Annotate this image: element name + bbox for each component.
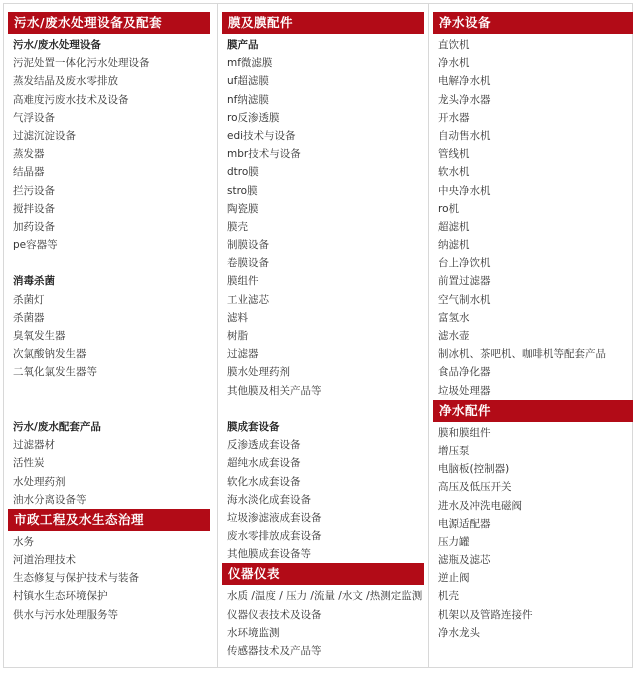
item-list	[222, 587, 424, 660]
subcategory-heading: 消毒杀菌	[13, 275, 55, 288]
list-item: 气浮设备	[13, 111, 55, 124]
catalog-frame	[3, 3, 633, 668]
list-item: 进水及冲洗电磁阀	[438, 499, 522, 512]
subcategory-heading: 污水/废水处理设备	[13, 39, 101, 51]
list-spacer	[13, 382, 210, 400]
list-item: pe容器等	[13, 239, 58, 252]
list-item: 过滤沉淀设备	[13, 129, 76, 142]
list-item: 拦污设备	[13, 184, 55, 197]
list-item: 膜和膜组件	[438, 426, 491, 439]
list-item: 净水机	[438, 57, 470, 70]
list-item: stro膜	[227, 184, 258, 197]
list-item: 台上净饮机	[438, 257, 491, 270]
list-item: 前置过滤器	[438, 275, 491, 288]
list-item: 水务	[13, 535, 34, 548]
list-item: 制膜设备	[227, 239, 269, 252]
list-item: 膜水处理药剂	[227, 366, 290, 379]
list-item: 村镇水生态环境保护	[13, 590, 108, 603]
list-item: 滤瓶及滤芯	[438, 554, 491, 567]
list-item: 垃圾处理器	[438, 384, 491, 397]
list-item: 工业滤芯	[227, 293, 269, 306]
section-header: 膜及膜配件	[222, 12, 424, 34]
section-header: 市政工程及水生态治理	[8, 509, 210, 531]
list-item: 中央净水机	[438, 184, 491, 197]
list-item: 搅拌设备	[13, 202, 55, 215]
list-item: 电解净水机	[438, 75, 491, 88]
item-list	[8, 36, 210, 509]
list-item: 废水零排放成套设备	[227, 530, 322, 543]
subcategory-heading: 污水/废水配套产品	[13, 420, 101, 433]
list-item: 树脂	[227, 330, 248, 342]
list-item: 垃圾渗滤液成套设备	[227, 511, 322, 524]
list-item: 水质 /温度 / 压力 /流量 /水文 /热测定监测	[227, 590, 423, 603]
list-item: 臭氧发生器	[13, 330, 66, 342]
list-item: 传感器技术及产品等	[227, 645, 322, 657]
list-item: 加药设备	[13, 220, 55, 233]
list-item: 超滤机	[438, 220, 470, 233]
list-spacer	[13, 254, 210, 272]
list-item: 蒸发器	[13, 148, 45, 161]
list-item: 生态修复与保护技术与装备	[13, 572, 139, 585]
list-item: edi技术与设备	[227, 129, 296, 142]
list-item: 电源适配器	[438, 517, 491, 530]
list-item: 净水龙头	[438, 626, 480, 639]
list-item: 逆止阀	[438, 572, 470, 585]
list-item: 压力罐	[438, 535, 470, 548]
list-item: 过滤器材	[13, 439, 55, 452]
list-item: 杀菌灯	[13, 293, 45, 306]
list-item: 其他膜及相关产品等	[227, 384, 322, 397]
list-item: 活性炭	[13, 457, 45, 470]
column-2	[217, 4, 424, 667]
item-list	[222, 36, 424, 563]
list-item: mbr技术与设备	[227, 148, 301, 161]
list-item: 二氧化氯发生器等	[13, 366, 97, 379]
list-item: 仪器仪表技术及设备	[227, 608, 322, 621]
list-item: 过滤器	[227, 348, 259, 361]
subcategory-heading: 膜产品	[227, 39, 259, 51]
list-item: ro反渗透膜	[227, 111, 280, 124]
list-item: 软水机	[438, 166, 470, 179]
list-item: 卷膜设备	[227, 257, 269, 270]
column-1	[8, 12, 210, 667]
list-item: 空气制水机	[438, 293, 491, 306]
list-item: 龙头净水器	[438, 93, 491, 106]
list-item: 增压泵	[438, 444, 470, 457]
list-item: 高压及低压开关	[438, 481, 512, 494]
list-item: 蒸发结晶及废水零排放	[13, 75, 118, 88]
list-item: 结晶器	[13, 166, 45, 179]
list-item: dtro膜	[227, 166, 259, 179]
list-item: 次氯酸钠发生器	[13, 348, 87, 361]
list-item: 污泥处置一体化污水处理设备	[13, 57, 150, 70]
list-item: 高难度污废水技术及设备	[13, 93, 129, 106]
list-item: 管线机	[438, 148, 470, 161]
section-header: 污水/废水处理设备及配套	[8, 12, 210, 34]
list-item: 膜组件	[227, 275, 259, 288]
list-item: 机架以及管路连接件	[438, 608, 533, 621]
list-item: 食品净化器	[438, 366, 491, 379]
list-item: 制冰机、茶吧机、咖啡机等配套产品	[438, 348, 606, 361]
column-3	[428, 4, 633, 667]
list-spacer	[227, 400, 424, 418]
item-list	[8, 533, 210, 624]
list-item: nf纳滤膜	[227, 93, 269, 106]
list-item: 滤水壶	[438, 330, 470, 342]
list-item: 机壳	[438, 590, 459, 603]
list-item: 直饮机	[438, 39, 470, 51]
list-item: 其他膜成套设备等	[227, 548, 311, 561]
list-item: 自动售水机	[438, 129, 491, 142]
list-spacer	[13, 400, 210, 418]
item-list	[433, 424, 633, 642]
section-header: 净水设备	[433, 12, 633, 34]
section-header: 净水配件	[433, 400, 633, 422]
list-item: 超纯水成套设备	[227, 457, 301, 470]
list-item: 电脑板(控制器)	[438, 463, 510, 476]
list-item: 反渗透成套设备	[227, 439, 301, 452]
list-item: 海水淡化成套设备	[227, 493, 311, 506]
list-item: 富氢水	[438, 311, 470, 324]
list-item: ro机	[438, 202, 460, 215]
list-item: 滤料	[227, 311, 248, 324]
list-item: 开水器	[438, 111, 470, 124]
list-item: 水环境监测	[227, 626, 280, 639]
list-item: 水处理药剂	[13, 475, 66, 488]
list-item: 软化水成套设备	[227, 475, 301, 488]
list-item: 油水分离设备等	[13, 493, 87, 506]
list-item: 陶瓷膜	[227, 202, 259, 215]
subcategory-heading: 膜成套设备	[227, 420, 280, 433]
list-item: 供水与污水处理服务等	[13, 608, 118, 621]
list-item: uf超滤膜	[227, 75, 269, 88]
list-item: mf微滤膜	[227, 57, 273, 70]
list-item: 纳滤机	[438, 239, 470, 252]
item-list	[433, 36, 633, 400]
list-item: 杀菌器	[13, 311, 45, 324]
list-item: 膜壳	[227, 220, 248, 233]
section-header: 仪器仪表	[222, 563, 424, 585]
list-item: 河道治理技术	[13, 554, 76, 567]
